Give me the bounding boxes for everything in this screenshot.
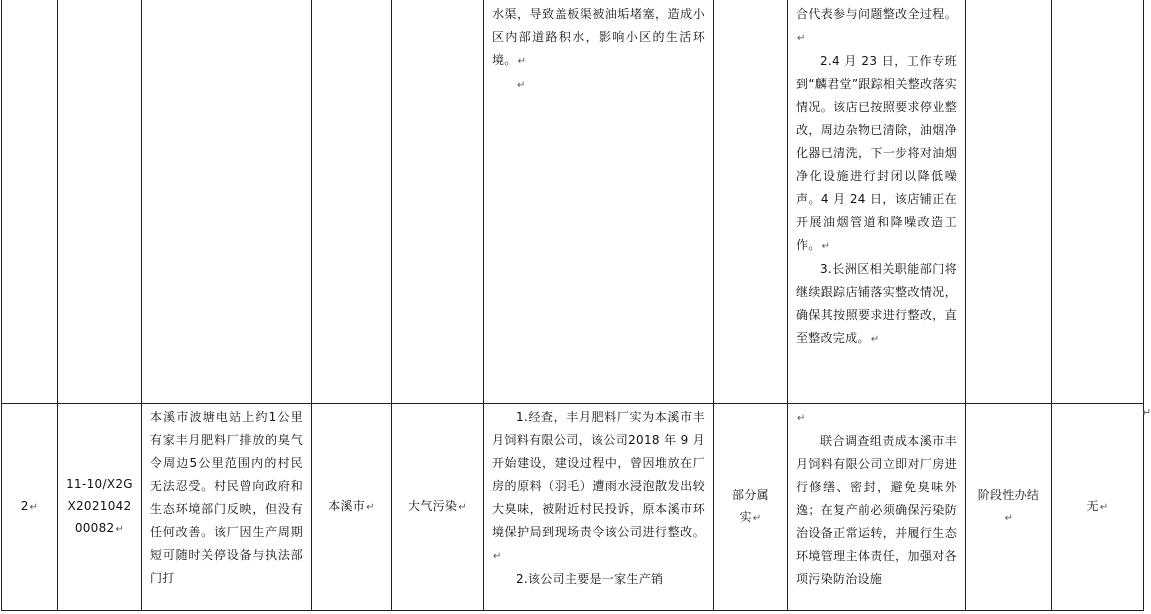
investigation-paragraph: 水渠，导致盖板渠被油垢堵塞，造成小区内部道路积水，影响小区的生活环境。↵ xyxy=(492,7,705,67)
cell-code xyxy=(58,0,142,404)
cell-accountability xyxy=(1052,404,1144,611)
status-text: 阶段性办结 xyxy=(977,488,1040,502)
row-number: 2 xyxy=(20,499,29,513)
paragraph-mark-icon: ↵ xyxy=(752,513,762,524)
cell-handling xyxy=(788,0,966,404)
paragraph-mark-icon: ↵ xyxy=(1142,406,1151,419)
paragraph-mark-icon: ↵ xyxy=(797,33,806,44)
cell-no xyxy=(2,0,58,404)
paragraph-mark-icon: ↵ xyxy=(115,524,125,535)
cell-no xyxy=(2,404,58,611)
paragraph-mark-icon: ↵ xyxy=(1099,502,1109,513)
cell-status xyxy=(966,0,1052,404)
handling-paragraph: 合代表参与问题整改全过程。↵ xyxy=(796,7,957,44)
cell-code xyxy=(58,404,142,611)
paragraph-mark-icon: ↵ xyxy=(493,551,502,562)
cell-verdict xyxy=(714,0,788,404)
paragraph-mark-icon: ↵ xyxy=(870,334,880,345)
verdict-text: 部分属实 xyxy=(732,488,769,524)
cell-complaint xyxy=(142,0,312,404)
city-name: 本溪市 xyxy=(328,499,366,513)
cell-complaint xyxy=(142,404,312,611)
paragraph-mark-icon: ↵ xyxy=(517,56,527,67)
investigation-paragraph: 2.该公司主要是一家生产销 xyxy=(516,572,664,586)
cell-handling xyxy=(788,404,966,611)
cell-investigation xyxy=(484,404,714,611)
paragraph-mark-icon: ↵ xyxy=(797,413,806,424)
complaint-table xyxy=(1,0,1144,611)
table-row xyxy=(2,404,1144,611)
paragraph-mark-icon: ↵ xyxy=(1004,513,1014,524)
handling-paragraph: 3.长洲区相关职能部门将继续跟踪店铺落实整改情况，确保其按照要求进行整改，直至整改完成。↵ xyxy=(796,262,957,345)
handling-paragraph: 联合调查组责成本溪市丰月饲料有限公司立即对厂房进行修缮、密封，避免臭味外逸；在复产前必须确保污染防治设备正常运转，并履行生态环境管理主体责任，加强对各项污染防治设施 xyxy=(796,434,957,586)
cell-city xyxy=(312,0,392,404)
cell-status xyxy=(966,404,1052,611)
paragraph-mark-icon: ↵ xyxy=(517,80,526,91)
paragraph-mark-icon: ↵ xyxy=(366,502,375,513)
accountability-text: 无 xyxy=(1086,499,1099,513)
paragraph-mark-icon: ↵ xyxy=(29,502,39,513)
complaint-text: 本溪市波塘电站上约1公里有家丰月肥料厂排放的臭气令周边5公里范围内的村民无法忍受。村民曾向政府和生态环境部门反映，但没有任何改善。该厂因生产周期短可随时关停设备与执法部门打 xyxy=(150,410,303,585)
table-row xyxy=(2,0,1144,404)
handling-paragraph: 2.4 月 23 日，工作专班到“麟君堂”跟踪相关整改落实情况。该店已按照要求停业整改，周边杂物已清除，油烟净化器已清洗，下一步将对油烟净化设施进行封闭以降低噪声。4 月 24 日，该店铺正在开展油烟管道和降噪改造工作。↵ xyxy=(796,54,957,252)
cell-type xyxy=(392,404,484,611)
cell-type xyxy=(392,0,484,404)
cell-investigation xyxy=(484,0,714,404)
case-code: 11-10/X2GX202104200082 xyxy=(66,477,133,535)
investigation-paragraph xyxy=(492,73,705,97)
cell-verdict xyxy=(714,404,788,611)
cell-city xyxy=(312,404,392,611)
handling-paragraph xyxy=(796,406,957,430)
cell-accountability xyxy=(1052,0,1144,404)
investigation-paragraph: 1.经查，丰月肥料厂实为本溪市丰月饲料有限公司，该公司2018 年 9 月开始建设，建设过程中，曾因堆放在厂房的原料（羽毛）遭雨水浸泡散发出较大臭味，被附近村民投诉，原本溪市环境保护局到现场责令该公司进行整改。↵ xyxy=(492,410,705,562)
pollution-type: 大气污染 xyxy=(408,499,458,513)
paragraph-mark-icon: ↵ xyxy=(458,502,467,513)
paragraph-mark-icon: ↵ xyxy=(821,241,831,252)
